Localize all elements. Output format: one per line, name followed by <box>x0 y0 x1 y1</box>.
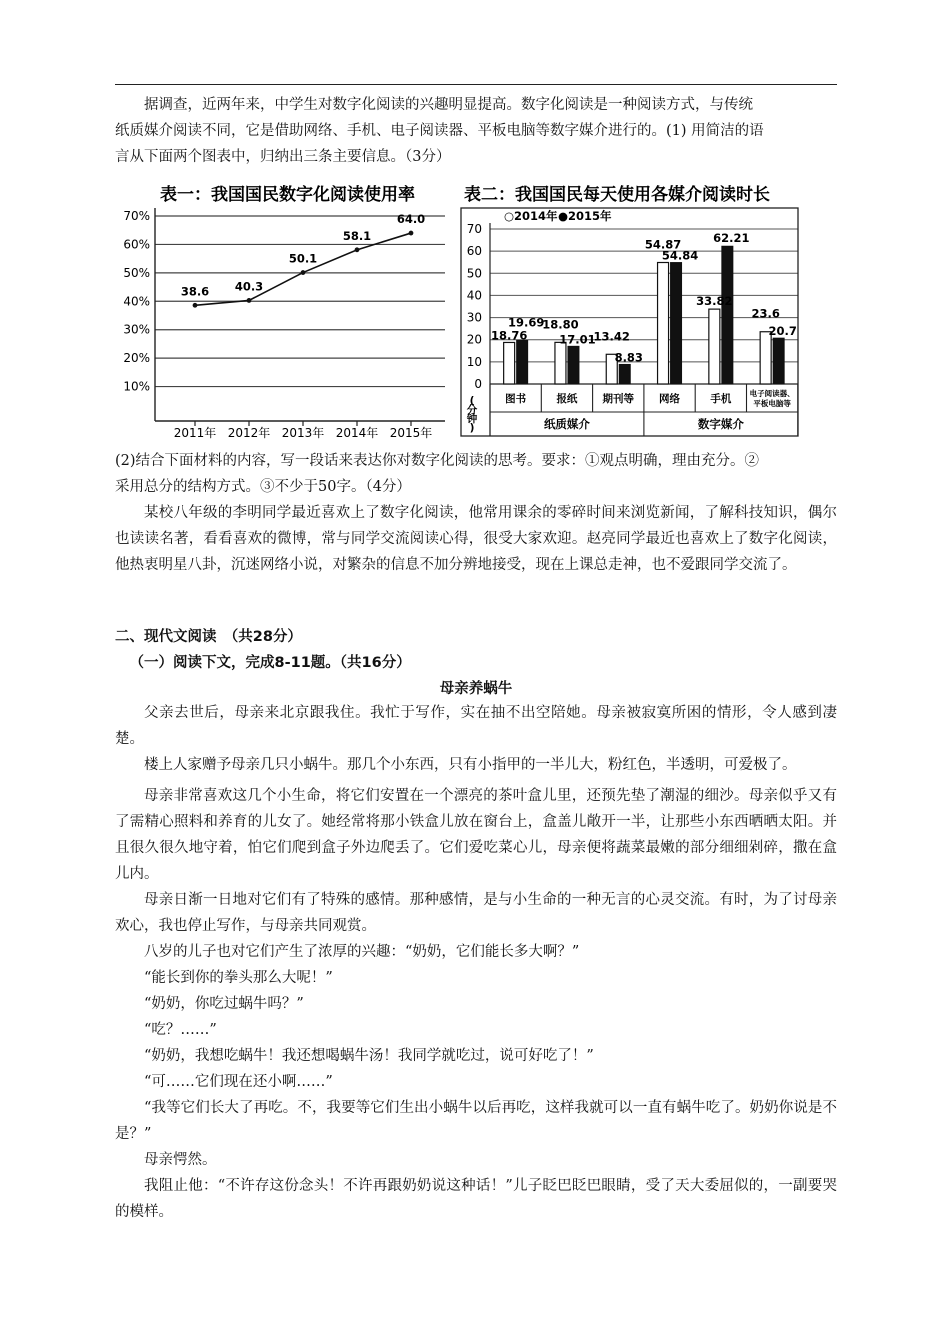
category-label: 报纸 <box>556 393 578 405</box>
data-label-2014: 33.82 <box>696 294 733 309</box>
intro-text <box>115 92 837 170</box>
group-label: 纸质媒介 <box>543 417 590 431</box>
data-label-2015: 19.69 <box>507 315 545 330</box>
y-axis-label: ) <box>469 422 475 434</box>
data-label-2015: 54.84 <box>661 248 699 263</box>
story-paragraph: “吃？……” <box>144 1022 217 1038</box>
story-paragraph: “我等它们长大了再吃。不，我要等它们生出小蜗牛以后再吃，这样我就可以一直有蜗牛吃了。奶奶你说是不是？” <box>115 1100 837 1142</box>
story-paragraph: 母亲愕然。 <box>144 1152 217 1168</box>
category-label: 电子阅读器、 <box>749 389 795 398</box>
y-tick-label: 50 <box>466 266 482 281</box>
bar-2015 <box>568 346 579 384</box>
y-tick-label: 30% <box>123 322 150 337</box>
data-label-2015: 20.7 <box>768 324 797 339</box>
story-paragraph: 母亲非常喜欢这几个小生命，将它们安置在一个漂亮的茶叶盒儿里，还预先垫了潮湿的细沙。母亲似乎又有了需精心照料和养育的儿女了。她经常将那小铁盒儿放在窗台上，盒盖儿敞开一半，让那些小东西晒晒太阳。并且很久很久地守着，怕它们爬到盒子外边爬丢了。它们爱吃菜心儿，母亲便将蔬菜最嫩的部分细细剁碎，撒在盒儿内。 <box>115 788 837 882</box>
question-2 <box>115 448 837 500</box>
y-axis-label: 钟 <box>466 413 478 425</box>
story-paragraph: 八岁的儿子也对它们产生了浓厚的兴趣：“奶奶，它们能长多大啊？” <box>144 944 580 960</box>
bar-2015 <box>722 246 733 384</box>
section-2 <box>115 624 837 702</box>
data-point <box>301 270 306 275</box>
story-paragraph: 父亲去世后，母亲来北京跟我住。我忙于写作，实在抽不出空陪她。母亲被寂寞所困的情形，令人感到凄楚。 <box>115 705 837 747</box>
header-rule <box>115 84 837 85</box>
q2-line: 采用总分的结构方式。③不少于50字。（4分） <box>115 479 411 495</box>
material-paragraph: 某校八年级的李明同学最近喜欢上了数字化阅读，他常用课余的零碎时间来浏览新闻，了解科技知识，偶尔也读读名著，看看喜欢的微博，常与同学交流阅读心得，很受大家欢迎。赵亮同学最近也喜欢上了数字化阅读，他热衷明星八卦，沉迷网络小说，对繁杂的信息不加分辨地接受，现在上课总走神，也不爱跟同学交流了。 <box>115 505 837 573</box>
y-tick-label: 0 <box>474 377 482 391</box>
y-tick-label: 60% <box>123 237 150 252</box>
data-label-2015: 17.01 <box>559 332 596 347</box>
story-body <box>115 700 837 1225</box>
legend-2015: ●2015年 <box>558 209 612 223</box>
chart1-title: 表一：我国国民数字化阅读使用率 <box>160 185 415 205</box>
x-tick-label: 2011年 <box>173 426 217 440</box>
y-tick-label: 20% <box>123 351 150 366</box>
data-label-2014: 23.6 <box>751 306 780 321</box>
bar-2015 <box>517 340 528 384</box>
y-tick-label: 40% <box>123 294 150 309</box>
material-text <box>115 500 837 578</box>
y-tick-label: 50% <box>123 265 150 280</box>
category-label: 期刊等 <box>602 393 634 405</box>
data-label: 58.1 <box>342 228 372 243</box>
story-paragraph: 我阻止他：“不许存这份念头！不许再跟奶奶说这种话！”儿子眨巴眨巴眼睛，受了天大委屈似的，一副要哭的模样。 <box>115 1178 837 1220</box>
story-paragraph: “可……它们现在还小啊……” <box>144 1074 333 1090</box>
story-paragraph: 母亲日渐一日地对它们有了特殊的感情。那种感情，是与小生命的一种无言的心灵交流。有时，为了讨母亲欢心，我也停止写作，与母亲共同观赏。 <box>115 892 837 934</box>
story-paragraph: “能长到你的拳头那么大呢！” <box>144 970 333 986</box>
y-tick-label: 70% <box>123 209 150 223</box>
bar-2014 <box>760 332 771 384</box>
group-label: 数字媒介 <box>697 417 744 431</box>
data-point <box>409 231 414 236</box>
bar-2014 <box>709 309 720 384</box>
chart2-title: 表二：我国国民每天使用各媒介阅读时长 <box>464 185 770 205</box>
bar-2014 <box>658 263 669 384</box>
data-label: 40.3 <box>234 279 264 294</box>
x-tick-label: 2014年 <box>335 426 379 440</box>
data-label-2014: 18.76 <box>490 328 528 343</box>
bar-2015 <box>773 338 784 384</box>
y-axis-label: ( <box>469 395 475 407</box>
bar-chart <box>460 170 805 445</box>
y-tick-label: 10 <box>466 354 482 369</box>
y-tick-label: 30 <box>466 310 482 325</box>
y-tick-label: 70 <box>466 222 482 236</box>
story-paragraph: “奶奶，我想吃蜗牛！我还想喝蜗牛汤！我同学就吃过，说可好吃了！” <box>144 1048 594 1064</box>
story-paragraph: “奶奶，你吃过蜗牛吗？” <box>144 996 304 1012</box>
category-label: 平板电脑等 <box>753 399 791 408</box>
data-label: 64.0 <box>396 212 426 227</box>
y-tick-label: 20 <box>466 332 482 347</box>
data-label-2015: 62.21 <box>713 231 750 246</box>
data-label: 50.1 <box>288 251 318 266</box>
category-label: 图书 <box>505 393 527 405</box>
category-label: 手机 <box>710 393 732 405</box>
x-tick-label: 2013年 <box>281 426 325 440</box>
category-label: 网络 <box>659 393 681 405</box>
story-title: 母亲养蜗牛 <box>439 681 513 697</box>
intro-line: 纸质媒介阅读不同，它是借助网络、手机、电子阅读器、平板电脑等数字媒介进行的。(1) 用简洁的语 <box>115 123 764 139</box>
bar-2015 <box>671 263 682 384</box>
data-point <box>193 303 198 308</box>
legend-2014: ○2014年 <box>504 209 558 223</box>
story-paragraph: 楼上人家赠予母亲几只小蜗牛。那几个小东西，只有小指甲的一半儿大，粉红色，半透明，可爱极了。 <box>144 757 797 773</box>
y-tick-label: 60 <box>466 244 482 259</box>
data-point <box>247 298 252 303</box>
q2-line: (2)结合下面材料的内容，写一段话来表达你对数字化阅读的思考。要求：①观点明确，理由充分。② <box>115 453 760 469</box>
x-tick-label: 2015年 <box>389 426 433 440</box>
sub-heading: （一）阅读下文，完成8-11题。（共16分） <box>129 655 411 671</box>
y-axis-label: 分 <box>466 404 478 416</box>
data-label-2014: 54.87 <box>644 237 682 252</box>
y-tick-label: 40 <box>466 288 482 303</box>
bar-2015 <box>619 364 630 384</box>
data-label-2014: 18.80 <box>542 317 579 332</box>
intro-line: 据调查，近两年来，中学生对数字化阅读的兴趣明显提高。数字化阅读是一种阅读方式，与传统 <box>144 97 753 113</box>
line-chart <box>115 170 455 445</box>
y-tick-label: 10% <box>123 379 150 394</box>
data-label-2015: 8.83 <box>614 350 643 365</box>
data-point <box>355 247 360 252</box>
data-label-2014: 13.42 <box>593 329 630 344</box>
section-heading: 二、现代文阅读 （共28分） <box>115 629 302 645</box>
bar-2014 <box>504 342 515 384</box>
data-label: 38.6 <box>180 284 210 299</box>
bar-2014 <box>555 342 566 384</box>
x-tick-label: 2012年 <box>227 426 271 440</box>
intro-line: 言从下面两个图表中，归纳出三条主要信息。（3分） <box>115 149 451 165</box>
